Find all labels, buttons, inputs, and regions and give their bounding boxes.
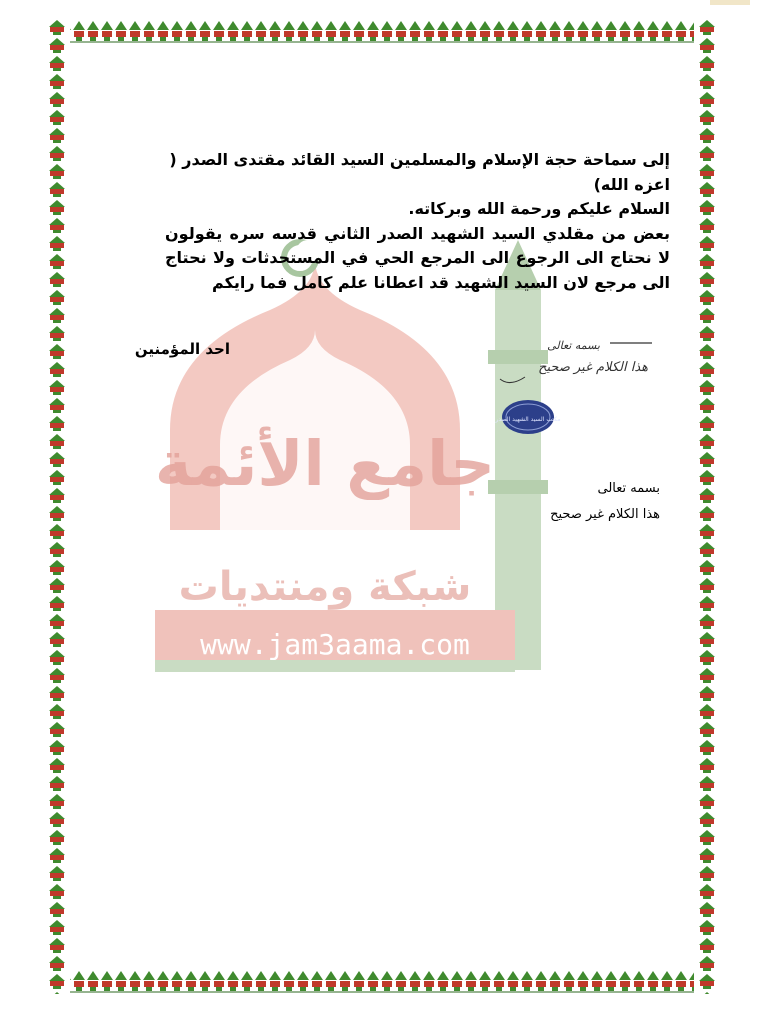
- handwritten-reply-line2: هذا الكلام غير صحيح: [538, 360, 648, 375]
- decorative-border-top: [44, 18, 720, 44]
- watermark-url: www.jam3aama.com: [200, 628, 470, 661]
- typed-reply: [450, 476, 660, 528]
- letter-signer: احد المؤمنين: [134, 340, 230, 358]
- watermark-mosque: [150, 230, 600, 690]
- letter-text: [165, 148, 670, 295]
- handwritten-reply: [470, 335, 660, 395]
- decorative-border-right: [694, 18, 720, 994]
- watermark-title: جامع الأئمة: [154, 427, 496, 500]
- letter-body: بعض من مقلدي السيد الشهيد الصدر الثاني قدسه سره يقولون لا نحتاج الى الرجوع الى المرجع الحي في المستحدثات ولا نحتاج الى مرجع لان السيد الشهيد قد اعطانا علم كامل فما رايكم: [165, 223, 670, 292]
- top-edge-mark: [700, 0, 764, 8]
- letter-greeting: السلام عليكم ورحمة الله وبركاته.: [408, 199, 670, 218]
- reply-basmala: بسمه تعالى: [597, 481, 660, 496]
- seal-text: مكتب السيد الشهيد الصدر: [495, 416, 561, 423]
- decorative-border-left: [44, 18, 70, 994]
- letter-address-line2: اعزه الله): [593, 174, 670, 194]
- letter-address-line1: إلى سماحة حجة الإسلام والمسلمين السيد القائد مقتدى الصدر (: [169, 150, 670, 169]
- reply-answer: هذا الكلام غير صحيح: [550, 507, 660, 522]
- official-seal: [495, 398, 561, 436]
- handwritten-reply-line1: بسمه تعالى: [547, 339, 600, 352]
- watermark-subtitle: شبكة ومنتديات: [178, 564, 472, 610]
- decorative-border-bottom: [44, 968, 720, 994]
